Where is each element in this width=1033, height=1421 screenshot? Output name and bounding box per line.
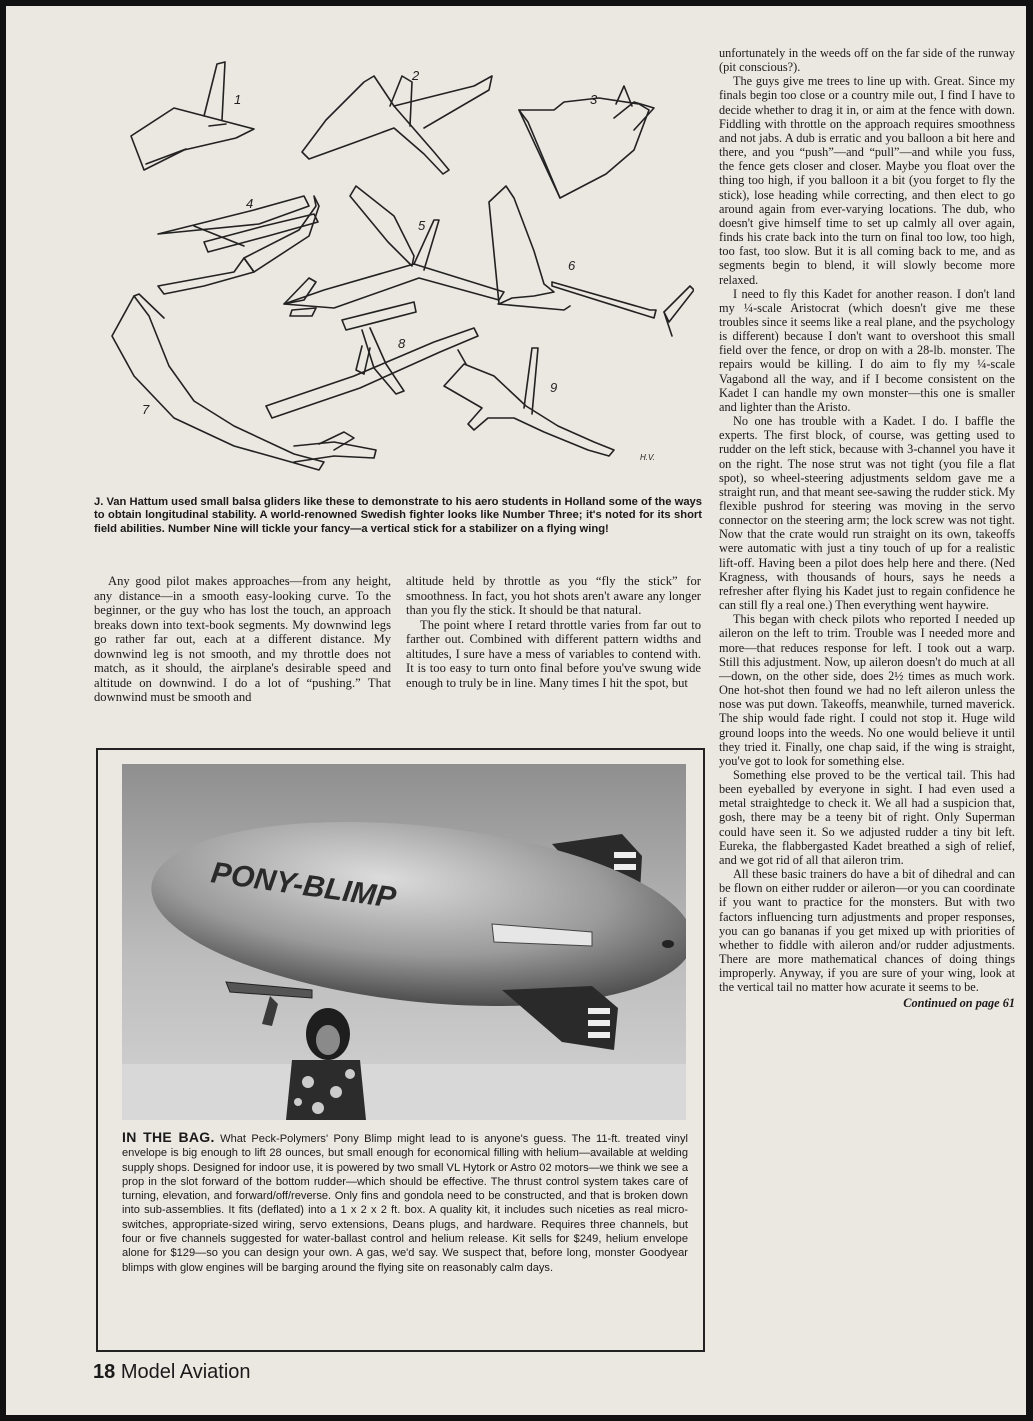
folio bbox=[93, 1361, 251, 1384]
magazine-name: Model Aviation bbox=[120, 1361, 251, 1383]
paragraph: Any good pilot makes approaches—from any height, any distance—in a smooth easy-looking curve. To the beginner, or the guy who has lost the touch, an approach breaks down into text-book segments. My downwind legs go rather far out, each at a different distance. My downwind leg is not smooth, and my throttle does not match, as it should, the airplane's desirable speed and altitude on downwind. I do a lot of “pushing.” That downwind must be smooth and bbox=[94, 574, 391, 704]
paragraph: All these basic trainers do have a bit of dihedral and can be flown on either rudder or aileron—or you can coordinate if you want to practice for the monsters. But with two factors influencing turn adjustments and proper responses, you can go bananas if you get mixed up with priorities of whether to fiddle with aileron and/or rudder adjustments. There are more mathematical chances of doing things improperly. Anyway, if you are sure of your wing, look at the vertical tail no matter how acurate it seems to be. bbox=[719, 867, 1015, 995]
glider-label-4: 4 bbox=[246, 196, 254, 211]
blimp-feature-box bbox=[96, 748, 705, 1352]
glider-label-8: 8 bbox=[398, 336, 406, 351]
paragraph: The guys give me trees to line up with. Great. Since my finals begin too close or a country mile out, I find I have to decide whether to drag it in, or aim at the fence with down. Fiddling with throttle on the approach requires smoothness and not jabs. A dub is erratic and you balloon a bit here and there, and you “push”—and “pull”—and while you fuss, the fence gets closer and closer. Maybe you float over the thing too high, if you balloon it a bit (you forget to fly the stick), lose heading while correcting, and then elect to go around again from ever-varying locations. The dub, who doesn't give himself time to set up calmly all over again, finds his crate back into the turn on final too low, too high, too fast, too slow. But it is all coming back to me, and as segments begin to blend, it will slowly become more relaxed. bbox=[719, 74, 1015, 287]
glider-8-drawing bbox=[266, 302, 478, 418]
glider-2-drawing bbox=[302, 76, 492, 174]
magazine-page bbox=[6, 6, 1026, 1415]
page-number: 18 bbox=[93, 1361, 116, 1383]
article-column-right bbox=[719, 46, 1015, 1011]
glider-label-3: 3 bbox=[590, 92, 598, 107]
glider-label-1: 1 bbox=[234, 92, 242, 107]
paragraph: unfortunately in the weeds off on the far side of the runway (pit conscious?). bbox=[719, 46, 1015, 75]
blimp-caption bbox=[122, 1130, 688, 1275]
artist-mark: H.V. bbox=[640, 453, 655, 462]
paragraph: This began with check pilots who reported I needed up aileron on the left to trim. Trouble was I needed more and more—that reduces response for left. I took out a warp. Still this adjustment. Now, up aileron doesn't do much at all—down, on the other side, does 2½ times as much work. One hot-shot then found we had no left aileron unless the nose was put down. Takeoffs, meanwhile, turned maverick. The ship would fade right. I could not stop it. Huge wild ground loops into the weeds. No one would believe it until they tried it. Finally, one chap said, if the wing is straight, you've got to look for something else. bbox=[719, 612, 1015, 768]
paragraph: No one has trouble with a Kadet. I do. I baffle the experts. The first block, of course, was getting used to rudder on the left stick, because with 3-channel you have it on the right. The nose strut was not tight (you file a flat spot), so wheel-steering adjustments seldom gave me a straight run, and that meant see-sawing the rudder stick. My flexible pushrod for steering was moving in the servo connector on the steering arm; the lock screw was not tight. Now that the crate would run straight on its own, takeoffs were automatic with just a tiny touch of up for a realistic lift-off. Having been a pilot does help here and there. (Ned Kragness, with thousands of hours, says he needs a refresher after flying his Kadet just to regain confidence he can still fly a real one.) Then everything went haywire. bbox=[719, 414, 1015, 613]
blimp-photo bbox=[122, 764, 686, 1120]
glider-illustrations bbox=[94, 46, 694, 491]
glider-label-7: 7 bbox=[142, 402, 150, 417]
glider-label-9: 9 bbox=[550, 380, 558, 395]
article-column-left bbox=[94, 574, 391, 705]
paragraph: I need to fly this Kadet for another reason. I don't land my ¼-scale Aristocrat (which doesn't give me these troubles since it seems like a real plane, and the psychology is different) because I don't want to overshoot this small field over the fence, or drop on with a 28-lb. monster. The repairs would be killing. I do aim to fly my ¼-scale Vagabond all the way, and if I become consistent on the Kadet I can handle my own monster—this one is smaller and lighter than the Aristo. bbox=[719, 286, 1015, 414]
continued-note: Continued on page 61 bbox=[903, 996, 1015, 1011]
paragraph: altitude held by throttle as you “fly the stick” for smoothness. In fact, you hot shots aren't aware any longer than you fly the stick. It should be that natural. bbox=[406, 574, 701, 617]
gliders-caption: J. Van Hattum used small balsa gliders like these to demonstrate to his aero students in Holland some of the ways to obtain longitudinal stability. A world-renowned Swedish fighter looks like Number Three; it's noted for its short field abilities. Number Nine will tickle your fancy—a vertical stick for a stabilizer on a flying wing! bbox=[94, 496, 702, 535]
caption-body: What Peck-Polymers' Pony Blimp might lead to is anyone's guess. The 11-ft. treated vinyl envelope is big enough to lift 28 ounces, but small enough for economical filling with helium—available at welding supply shops. Designed for indoor use, it is powered by two small VL Hytork or Astro 02 motors—we think we see a prop in the slot forward of the bottom rudder—which should be effective. The thrust control system takes care of turning, elevation, and forward/off/reverse. Only fins and gondola need to be constructed, and that is broken down into sub-assemblies. It fits (deflated) into a 1 x 2 x 2 ft. box. A quality kit, it includes such niceties as real micro-switches, appropriate-sized wiring, servo extensions, Deans plugs, and hardware. Requires three channels, but four or five channels suggested for water-ballast control and helium release. Kit sells for $249, helium envelope alone for $129—so you can design your own. A gas, we'd say. We suspect that, before long, monster Goodyear blimps with glow engines will be barging around the flying site on reasonably calm days. bbox=[122, 1133, 688, 1274]
glider-4-drawing bbox=[158, 196, 319, 294]
glider-label-5: 5 bbox=[418, 218, 426, 233]
blimp-lettering: PONY-BLIMP bbox=[209, 856, 398, 915]
paragraph: Something else proved to be the vertical tail. This had been eyeballed by everyone in sight. I had even used a metal straightedge to check it. We all had a suspicion that, gosh, there may be a teeny bit of right. Only Superman could have seen it. So we adjusted rudder a tiny bit left. Eureka, the flabbergasted Kadet breathed a sigh of relief, and we got rid of all that aileron trim. bbox=[719, 767, 1015, 867]
glider-label-6: 6 bbox=[568, 258, 576, 273]
glider-6-drawing bbox=[489, 186, 694, 336]
paragraph: The point where I retard throttle varies from far out to farther out. Combined with different pattern widths and altitudes, I sure have a mess of variables to contend with. It is too easy to turn onto final before you've swung wide enough to truly be in line. Many times I hit the spot, but bbox=[406, 617, 701, 690]
glider-5-drawing bbox=[284, 186, 504, 316]
glider-label-2: 2 bbox=[412, 68, 420, 83]
glider-3-drawing bbox=[519, 86, 654, 198]
article-column-middle bbox=[406, 574, 701, 690]
glider-9-drawing bbox=[444, 348, 614, 456]
caption-head: IN THE BAG. bbox=[122, 1129, 215, 1145]
glider-1-drawing bbox=[131, 62, 254, 170]
